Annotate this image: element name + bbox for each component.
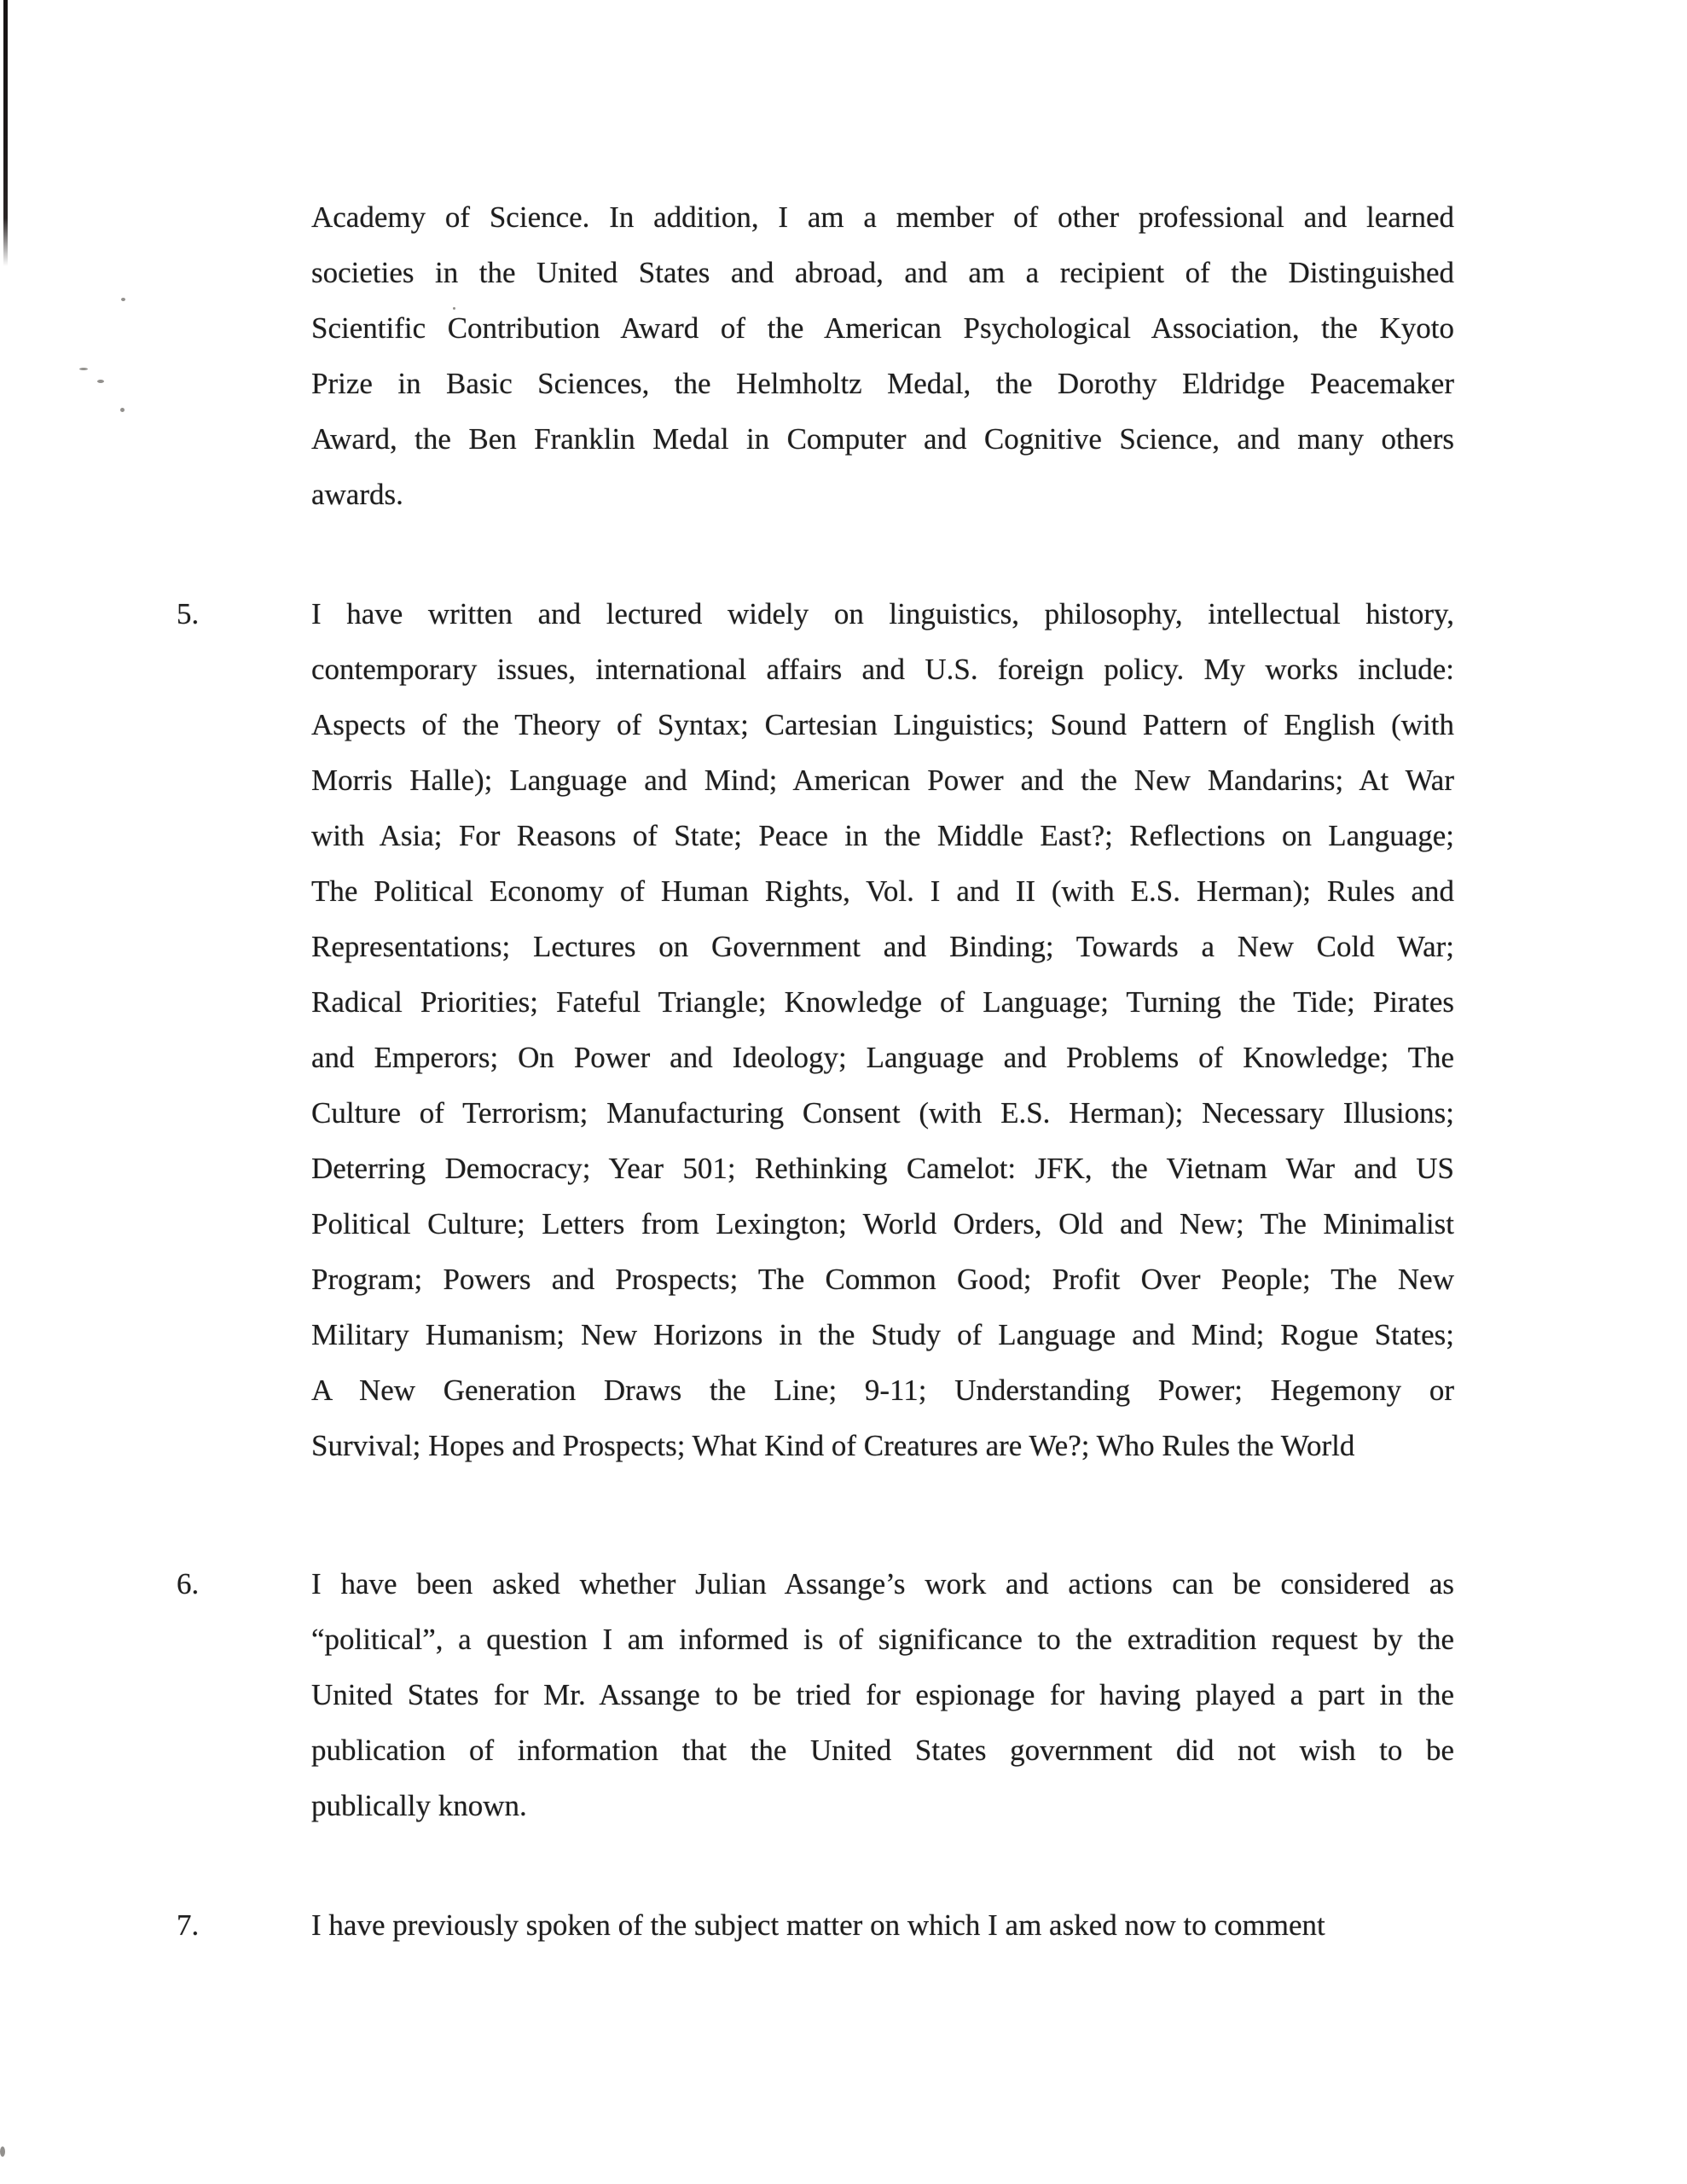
paragraph-lines <box>311 586 1454 1473</box>
paragraph-line: Deterring Democracy; Year 501; Rethinking Camelot: JFK, the Vietnam War and US <box>311 1152 1454 1185</box>
paragraph-line: Radical Priorities; Fateful Triangle; Knowledge of Language; Turning the Tide; Pirates <box>311 985 1454 1019</box>
paragraph-line: Program; Powers and Prospects; The Common Good; Profit Over People; The New <box>311 1263 1454 1296</box>
paragraph-line: publically known. <box>311 1789 527 1822</box>
paragraph-line: The Political Economy of Human Rights, Vol. I and II (with E.S. Herman); Rules and <box>311 874 1454 908</box>
paragraph-line: societies in the United States and abroad, and am a recipient of the Distinguished <box>311 256 1454 289</box>
paragraph-line: Scientific Contribution Award of the American Psychological Association, the Kyoto <box>311 311 1454 345</box>
paragraph-line: contemporary issues, international affairs and U.S. foreign policy. My works include: <box>311 653 1454 686</box>
paragraph-line: A New Generation Draws the Line; 9-11; Understanding Power; Hegemony or <box>311 1374 1454 1407</box>
paragraph-line: publication of information that the United States government did not wish to be <box>311 1734 1454 1767</box>
paragraph-line: Survival; Hopes and Prospects; What Kind of Creatures are We?; Who Rules the World <box>311 1429 1355 1462</box>
paragraph-line: awards. <box>311 478 403 511</box>
paragraph-line: Political Culture; Letters from Lexington; World Orders, Old and New; The Minimalist <box>311 1207 1454 1240</box>
paragraph-line: Representations; Lectures on Government and Binding; Towards a New Cold War; <box>311 930 1454 963</box>
paragraph-lines <box>311 189 1454 522</box>
paragraph-line: Military Humanism; New Horizons in the Study of Language and Mind; Rogue States; <box>311 1318 1454 1351</box>
paragraph-line: Aspects of the Theory of Syntax; Cartesian Linguistics; Sound Pattern of English (with <box>311 708 1454 741</box>
paragraph-line: United States for Mr. Assange to be tried for espionage for having played a part in the <box>311 1678 1454 1711</box>
paragraph-line: “political”, a question I am informed is of significance to the extradition request by the <box>311 1623 1454 1656</box>
paragraph-line: Prize in Basic Sciences, the Helmholtz Medal, the Dorothy Eldridge Peacemaker <box>311 367 1454 400</box>
paragraph-line: I have been asked whether Julian Assange’s work and actions can be considered as <box>311 1567 1454 1600</box>
paragraph-number: 7. <box>177 1908 200 1942</box>
paragraph-lines <box>311 1897 1454 1953</box>
paragraph <box>0 1556 1687 1833</box>
paragraph-lines <box>311 1556 1454 1833</box>
paragraph-line: and Emperors; On Power and Ideology; Language and Problems of Knowledge; The <box>311 1041 1454 1074</box>
dust-speck <box>0 2146 5 2157</box>
paragraph-line: Award, the Ben Franklin Medal in Computer and Cognitive Science, and many others <box>311 422 1454 456</box>
paragraph-line: Academy of Science. In addition, I am a member of other professional and learned <box>311 200 1454 234</box>
paragraph-line: Culture of Terrorism; Manufacturing Consent (with E.S. Herman); Necessary Illusions; <box>311 1096 1454 1130</box>
paragraph-number: 6. <box>177 1567 200 1600</box>
paragraph-line: I have previously spoken of the subject matter on which I am asked now to comment <box>311 1908 1325 1942</box>
paragraph-line: I have written and lectured widely on linguistics, philosophy, intellectual history, <box>311 597 1454 630</box>
paragraph-line: Morris Halle); Language and Mind; American Power and the New Mandarins; At War <box>311 764 1454 797</box>
paragraph-line: with Asia; For Reasons of State; Peace in the Middle East?; Reflections on Language; <box>311 819 1454 852</box>
paragraph <box>0 1897 1687 1953</box>
paragraph <box>0 189 1687 522</box>
paragraph <box>0 586 1687 1473</box>
paragraph-number: 5. <box>177 597 200 630</box>
